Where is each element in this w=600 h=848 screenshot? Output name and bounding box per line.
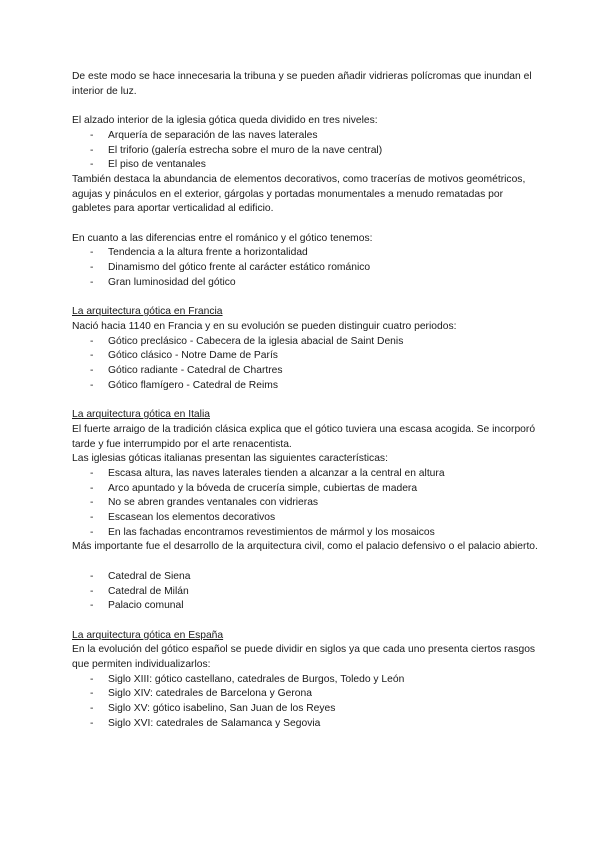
alzado-list	[72, 129, 542, 173]
italia-paragraph-3: Más importante fue el desarrollo de la arquitectura civil, como el palacio defensivo o el palacio abierto.	[72, 541, 538, 553]
list-item: - Gran luminosidad del gótico	[72, 276, 542, 291]
list-item: - Siglo XIII: gótico castellano, catedrales de Burgos, Toledo y León	[72, 673, 542, 688]
italia-list	[72, 467, 542, 541]
list-item: - Siglo XIV: catedrales de Barcelona y Gerona	[72, 687, 542, 702]
list-item: - Gótico flamígero - Catedral de Reims	[72, 379, 542, 394]
espana-list	[72, 673, 542, 732]
list-item: - Escasean los elementos decorativos	[72, 511, 542, 526]
diferencias-list	[72, 246, 542, 290]
italia-paragraph-1: El fuerte arraigo de la tradición clásica explica que el gótico tuviera una escasa acogida. Se incorporó tarde y fue interrumpido por el arte renacentista.	[72, 423, 536, 450]
decoration-paragraph: También destaca la abundancia de elementos decorativos, como tracerías de motivos geométricos, agujas y pináculos en el exterior, gárgolas y portadas monumentales a menudo rematadas por gabletes para aportar verticalidad al edificio.	[72, 173, 526, 215]
list-item: - Dinamismo del gótico frente al carácter estático románico	[72, 261, 542, 276]
list-item: - Arco apuntado y la bóveda de crucería simple, cubiertas de madera	[72, 482, 542, 497]
italia-heading: La arquitectura gótica en Italia	[72, 409, 210, 421]
list-item: - Palacio comunal	[72, 599, 542, 614]
diferencias-lead: En cuanto a las diferencias entre el románico y el gótico tenemos:	[72, 232, 373, 244]
espana-lead: En la evolución del gótico español se puede dividir en siglos ya que cada uno presenta ciertos rasgos que permiten individualizarlos:	[72, 644, 536, 671]
list-item: - Siglo XV: gótico isabelino, San Juan de los Reyes	[72, 702, 542, 717]
list-item: - Tendencia a la altura frente a horizontalidad	[72, 246, 542, 261]
francia-lead: Nació hacia 1140 en Francia y en su evolución se pueden distinguir cuatro periodos:	[72, 320, 457, 332]
italia-list-2	[72, 570, 542, 614]
alzado-lead: El alzado interior de la iglesia gótica queda dividido en tres niveles:	[72, 115, 378, 127]
list-item: - El piso de ventanales	[72, 158, 542, 173]
francia-heading: La arquitectura gótica en Francia	[72, 306, 223, 318]
document-page	[72, 70, 542, 732]
italia-paragraph-2: Las iglesias góticas italianas presentan las siguientes características:	[72, 453, 388, 465]
list-item: - Gótico radiante - Catedral de Chartres	[72, 364, 542, 379]
list-item: - Siglo XVI: catedrales de Salamanca y Segovia	[72, 717, 542, 732]
list-item: - El triforio (galería estrecha sobre el muro de la nave central)	[72, 144, 542, 159]
list-item: - Gótico clásico - Notre Dame de París	[72, 349, 542, 364]
intro-paragraph: De este modo se hace innecesaria la tribuna y se pueden añadir vidrieras polícromas que inundan el interior de luz.	[72, 71, 532, 97]
list-item: - Arquería de separación de las naves laterales	[72, 129, 542, 144]
list-item: - En las fachadas encontramos revestimientos de mármol y los mosaicos	[72, 526, 542, 541]
espana-heading: La arquitectura gótica en España	[72, 629, 224, 641]
list-item: - Catedral de Siena	[72, 570, 542, 585]
list-item: - Catedral de Milán	[72, 585, 542, 600]
list-item: - Escasa altura, las naves laterales tienden a alcanzar a la central en altura	[72, 467, 542, 482]
list-item: - No se abren grandes ventanales con vidrieras	[72, 496, 542, 511]
list-item: - Gótico preclásico - Cabecera de la iglesia abacial de Saint Denis	[72, 335, 542, 350]
francia-list	[72, 335, 542, 394]
